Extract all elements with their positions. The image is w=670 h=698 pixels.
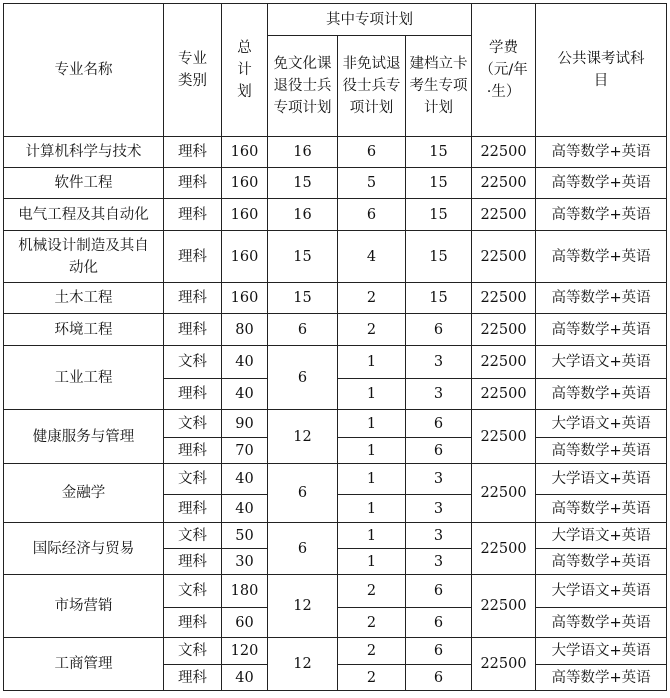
category: 理科	[164, 665, 222, 691]
special-3: 15	[406, 168, 472, 199]
header-special-plan-group: 其中专项计划	[268, 4, 472, 36]
header-special-3: 建档立卡考生专项计划	[406, 36, 472, 137]
special-3: 6	[406, 314, 472, 346]
special-3: 15	[406, 137, 472, 168]
exam-subjects: 高等数学+英语	[536, 137, 667, 168]
total-plan: 40	[222, 346, 268, 379]
table-row	[4, 199, 667, 231]
table-row	[4, 638, 667, 665]
special-1: 12	[268, 638, 338, 691]
tuition: 22500	[472, 464, 536, 523]
table-row	[4, 575, 667, 608]
category: 理科	[164, 495, 222, 523]
special-2: 2	[338, 638, 406, 665]
special-3: 6	[406, 575, 472, 608]
special-3: 15	[406, 283, 472, 314]
special-2: 5	[338, 168, 406, 199]
special-2: 1	[338, 549, 406, 575]
total-plan: 160	[222, 168, 268, 199]
tuition: 22500	[472, 137, 536, 168]
total-plan: 30	[222, 549, 268, 575]
category: 理科	[164, 314, 222, 346]
special-2: 1	[338, 438, 406, 464]
category: 理科	[164, 608, 222, 638]
special-2: 2	[338, 314, 406, 346]
total-plan: 120	[222, 638, 268, 665]
tuition: 22500	[472, 575, 536, 638]
major-name: 土木工程	[4, 283, 164, 314]
special-2: 1	[338, 523, 406, 549]
special-1: 6	[268, 523, 338, 575]
exam-subjects: 高等数学+英语	[536, 495, 667, 523]
exam-subjects: 高等数学+英语	[536, 379, 667, 410]
special-3: 6	[406, 608, 472, 638]
major-name: 健康服务与管理	[4, 410, 164, 464]
exam-subjects: 高等数学+英语	[536, 314, 667, 346]
category: 文科	[164, 638, 222, 665]
exam-subjects: 大学语文+英语	[536, 346, 667, 379]
table-row	[4, 168, 667, 199]
total-plan: 80	[222, 314, 268, 346]
table-row	[4, 283, 667, 314]
table-row	[4, 464, 667, 495]
special-1: 12	[268, 575, 338, 638]
special-3: 6	[406, 665, 472, 691]
header-total-plan: 总计划	[222, 4, 268, 137]
total-plan: 180	[222, 575, 268, 608]
tuition: 22500	[472, 168, 536, 199]
special-3: 3	[406, 464, 472, 495]
major-name: 软件工程	[4, 168, 164, 199]
total-plan: 40	[222, 665, 268, 691]
total-plan: 160	[222, 137, 268, 168]
exam-subjects: 高等数学+英语	[536, 549, 667, 575]
total-plan: 60	[222, 608, 268, 638]
special-1: 12	[268, 410, 338, 464]
category: 文科	[164, 464, 222, 495]
exam-subjects: 高等数学+英语	[536, 199, 667, 231]
special-2: 1	[338, 495, 406, 523]
special-2: 6	[338, 199, 406, 231]
total-plan: 40	[222, 495, 268, 523]
category: 理科	[164, 168, 222, 199]
total-plan: 90	[222, 410, 268, 438]
special-2: 1	[338, 346, 406, 379]
special-1: 15	[268, 283, 338, 314]
special-3: 3	[406, 495, 472, 523]
special-2: 6	[338, 137, 406, 168]
special-1: 6	[268, 314, 338, 346]
special-3: 3	[406, 379, 472, 410]
major-name: 工业工程	[4, 346, 164, 410]
major-name: 国际经济与贸易	[4, 523, 164, 575]
tuition: 22500	[472, 638, 536, 691]
special-1: 6	[268, 464, 338, 523]
total-plan: 40	[222, 464, 268, 495]
category: 文科	[164, 410, 222, 438]
major-name: 计算机科学与技术	[4, 137, 164, 168]
table-row	[4, 523, 667, 549]
table-row	[4, 231, 667, 283]
table-row	[4, 410, 667, 438]
total-plan: 160	[222, 199, 268, 231]
category: 理科	[164, 137, 222, 168]
special-2: 1	[338, 410, 406, 438]
category: 理科	[164, 549, 222, 575]
total-plan: 40	[222, 379, 268, 410]
category: 理科	[164, 379, 222, 410]
tuition: 22500	[472, 283, 536, 314]
major-name: 环境工程	[4, 314, 164, 346]
total-plan: 50	[222, 523, 268, 549]
special-1: 15	[268, 168, 338, 199]
exam-subjects: 大学语文+英语	[536, 410, 667, 438]
table-row	[4, 314, 667, 346]
header-exam-subjects: 公共课考试科目	[536, 4, 667, 137]
exam-subjects: 高等数学+英语	[536, 438, 667, 464]
total-plan: 160	[222, 283, 268, 314]
special-3: 3	[406, 549, 472, 575]
total-plan: 160	[222, 231, 268, 283]
exam-subjects: 高等数学+英语	[536, 283, 667, 314]
special-3: 6	[406, 438, 472, 464]
special-1: 15	[268, 231, 338, 283]
special-1: 6	[268, 346, 338, 410]
category: 理科	[164, 199, 222, 231]
tuition: 22500	[472, 410, 536, 464]
table-row	[4, 137, 667, 168]
enrollment-plan-table	[3, 3, 667, 691]
major-name: 机械设计制造及其自动化	[4, 231, 164, 283]
special-1: 16	[268, 199, 338, 231]
major-name: 工商管理	[4, 638, 164, 691]
major-name: 市场营销	[4, 575, 164, 638]
category: 文科	[164, 523, 222, 549]
special-3: 6	[406, 638, 472, 665]
tuition: 22500	[472, 379, 536, 410]
category: 理科	[164, 283, 222, 314]
exam-subjects: 高等数学+英语	[536, 665, 667, 691]
tuition: 22500	[472, 346, 536, 379]
special-2: 1	[338, 379, 406, 410]
table-row	[4, 346, 667, 379]
special-3: 15	[406, 199, 472, 231]
category: 文科	[164, 575, 222, 608]
exam-subjects: 高等数学+英语	[536, 168, 667, 199]
exam-subjects: 大学语文+英语	[536, 464, 667, 495]
header-category: 专业类别	[164, 4, 222, 137]
special-1: 16	[268, 137, 338, 168]
tuition: 22500	[472, 523, 536, 575]
special-2: 2	[338, 665, 406, 691]
header-major-name: 专业名称	[4, 4, 164, 137]
special-3: 6	[406, 410, 472, 438]
tuition: 22500	[472, 231, 536, 283]
category: 理科	[164, 438, 222, 464]
header-special-1: 免文化课退役士兵专项计划	[268, 36, 338, 137]
major-name: 电气工程及其自动化	[4, 199, 164, 231]
special-2: 1	[338, 464, 406, 495]
tuition: 22500	[472, 199, 536, 231]
special-2: 4	[338, 231, 406, 283]
exam-subjects: 高等数学+英语	[536, 608, 667, 638]
special-2: 2	[338, 283, 406, 314]
major-name: 金融学	[4, 464, 164, 523]
exam-subjects: 大学语文+英语	[536, 575, 667, 608]
exam-subjects: 大学语文+英语	[536, 523, 667, 549]
tuition: 22500	[472, 314, 536, 346]
special-3: 15	[406, 231, 472, 283]
exam-subjects: 高等数学+英语	[536, 231, 667, 283]
header-special-2: 非免试退役士兵专项计划	[338, 36, 406, 137]
header-tuition: 学费（元/年·生）	[472, 4, 536, 137]
special-3: 3	[406, 523, 472, 549]
special-2: 2	[338, 575, 406, 608]
special-2: 2	[338, 608, 406, 638]
category: 文科	[164, 346, 222, 379]
special-3: 3	[406, 346, 472, 379]
category: 理科	[164, 231, 222, 283]
total-plan: 70	[222, 438, 268, 464]
exam-subjects: 大学语文+英语	[536, 638, 667, 665]
header-row-1	[4, 4, 667, 36]
